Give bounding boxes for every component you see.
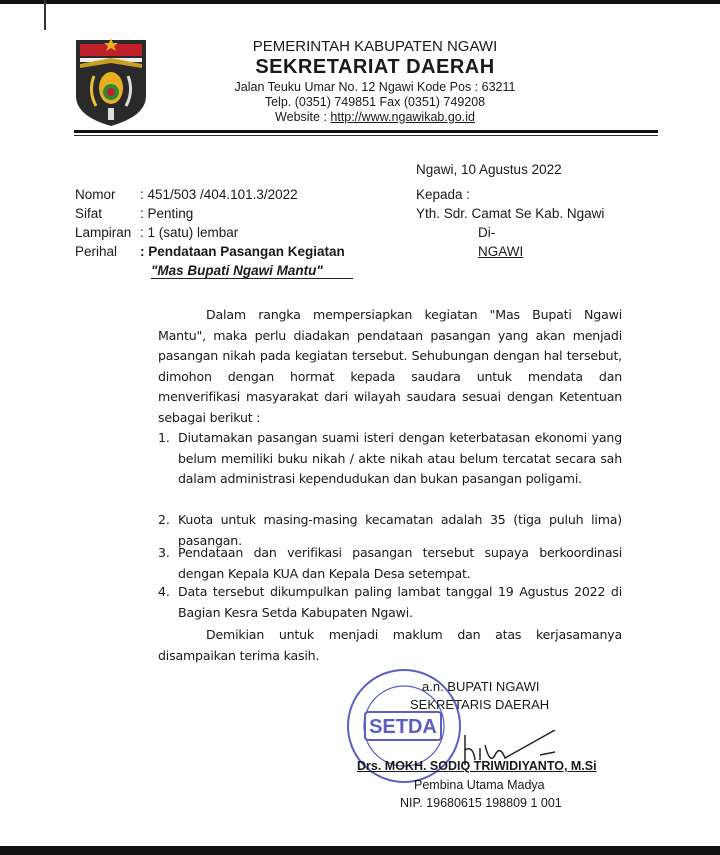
meta-value: : Penting <box>140 206 194 221</box>
meta-value: : 1 (satu) lembar <box>140 225 239 240</box>
meta-label: Nomor <box>75 187 116 202</box>
list-item <box>158 582 622 623</box>
recipient-name: Yth. Sdr. Camat Se Kab. Ngawi <box>416 206 605 221</box>
government-name: PEMERINTAH KABUPATEN NGAWI <box>252 38 498 55</box>
address: Jalan Teuku Umar No. 12 Ngawi Kode Pos : 63211 <box>234 80 516 94</box>
closing-paragraph: Demikian untuk menjadi maklum dan atas kerjasamanya disampaikan terima kasih. <box>158 627 622 663</box>
office-name: SEKRETARIAT DAERAH <box>255 56 495 78</box>
list-number: 1. <box>158 430 170 445</box>
top-border <box>0 0 720 4</box>
letterhead-rule <box>74 130 658 133</box>
signature-title: SEKRETARIS DAERAH <box>410 697 550 712</box>
list-text: Diutamakan pasangan suami isteri dengan keterbatasan ekonomi yang belum memiliki buku nikah / akte nikah atau belum tercatat secara sah dalam administrasi kependudukan dan bukan pasangan poligami. <box>178 430 622 486</box>
website-label: Website : <box>275 110 331 124</box>
meta-value-subject: : Pendataan Pasangan Kegiatan <box>140 244 345 259</box>
stamp-text: SETDA <box>369 716 437 738</box>
letterhead-rule-thin <box>74 135 658 136</box>
bottom-border <box>0 846 720 855</box>
recipient-di: Di- <box>478 225 496 240</box>
scan-edge <box>44 0 46 30</box>
signature-on-behalf: a.n. BUPATI NGAWI <box>422 679 540 694</box>
phone: Telp. (0351) 749851 Fax (0351) 749208 <box>264 95 486 109</box>
website-link[interactable]: http://www.ngawikab.go.id <box>330 110 475 124</box>
recipient-place: NGAWI <box>478 244 524 259</box>
list-number: 3. <box>158 545 170 560</box>
signatory-name: Drs. MOKH. SODIQ TRIWIDIYANTO, M.Si <box>357 759 597 773</box>
signatory-rank: Pembina Utama Madya <box>414 778 545 792</box>
subject-line2: "Mas Bupati Ngawi Mantu" <box>151 263 353 279</box>
regency-logo-icon <box>72 36 150 128</box>
list-text: Kuota untuk masing-masing kecamatan adalah 35 (tiga puluh lima) pasangan. <box>178 512 622 548</box>
list-text: Data tersebut dikumpulkan paling lambat tanggal 19 Agustus 2022 di Bagian Kesra Setda Kabupaten Ngawi. <box>178 584 622 620</box>
meta-value: : 451/503 /404.101.3/2022 <box>140 187 298 202</box>
intro-paragraph: Dalam rangka mempersiapkan kegiatan "Mas Bupati Ngawi Mantu", maka perlu diadakan pendataan pasangan yang akan menjadi pasangan nikah pada kegiatan tersebut. Sehubungan dengan hal tersebut, dimohon dengan hormat kepada saudara untuk mendata dan menverifikasi masyarakat dari wilayah saudara sesuai dengan Ketentuan sebagai berikut : <box>158 307 622 425</box>
meta-label: Sifat <box>75 206 103 221</box>
recipient-to: Kepada : <box>416 187 471 202</box>
letter-date: Ngawi, 10 Agustus 2022 <box>416 162 562 177</box>
signatory-nip: NIP. 19680615 198809 1 001 <box>400 796 562 810</box>
list-item <box>158 543 622 584</box>
list-number: 4. <box>158 584 170 599</box>
meta-label: Lampiran <box>75 225 132 240</box>
list-item <box>158 428 622 490</box>
meta-label: Perihal <box>75 244 118 259</box>
list-number: 2. <box>158 512 170 527</box>
list-text: Pendataan dan verifikasi pasangan tersebut supaya berkoordinasi dengan Kepala KUA dan Kepala Desa setempat. <box>178 545 622 581</box>
letterhead-contact <box>220 80 530 125</box>
